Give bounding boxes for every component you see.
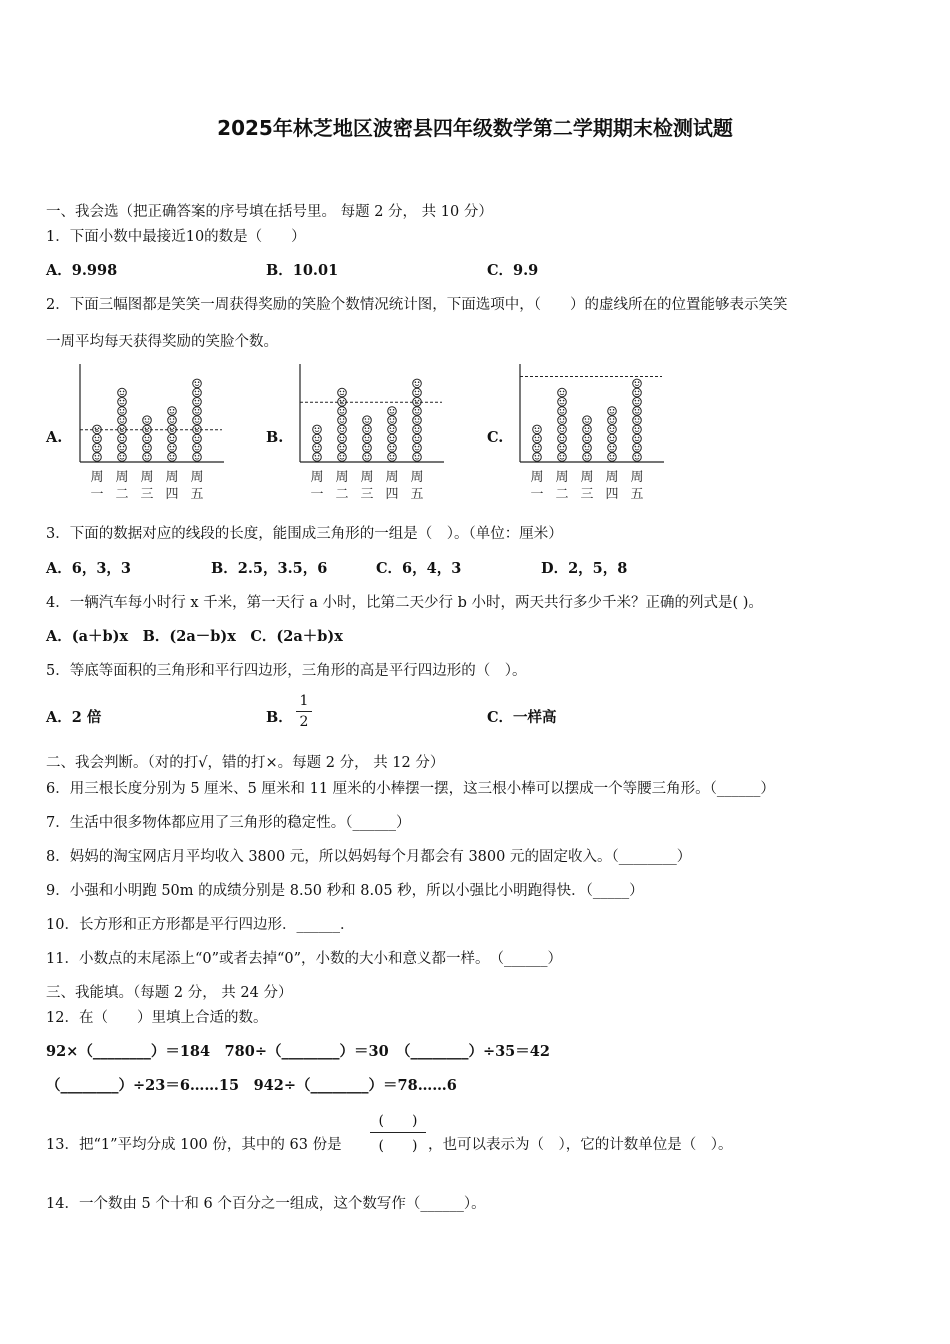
category-label: 周三 (140, 470, 154, 502)
smiley-icon (168, 453, 177, 462)
smiley-icon (338, 416, 347, 425)
smiley-icon (533, 425, 542, 434)
smiley-icon (558, 425, 567, 434)
smiley-icon (118, 388, 127, 397)
smiley-icon (388, 453, 397, 462)
smiley-icon (608, 453, 617, 462)
question-7: 7．生活中很多物体都应用了三角形的稳定性。（______） (46, 815, 411, 831)
category-label: 周五 (410, 470, 424, 502)
smiley-icon (143, 434, 152, 443)
question-10: 10．长方形和正方形都是平行四边形．______． (46, 917, 355, 933)
category-label: 周二 (335, 470, 349, 502)
smiley-icon (363, 444, 372, 453)
smiley-icon (583, 444, 592, 453)
fraction-bar (296, 711, 312, 712)
category-label: 周二 (115, 470, 129, 502)
question-8: 8．妈妈的淘宝网店月平均收入 3800 元，所以妈妈每个月都会有 3800 元的固定收入。（________） (46, 849, 692, 865)
smiley-icon (93, 444, 102, 453)
bar-stack-周五 (633, 379, 642, 461)
smiley-icon (558, 388, 567, 397)
smiley-icon (413, 425, 422, 434)
smiley-icon (413, 444, 422, 453)
question-4-options: A．(a＋b)x B．(2a－b)x C．(2a＋b)x (46, 628, 343, 645)
smiley-icon (413, 407, 422, 416)
fraction-numerator: 1 (299, 693, 309, 709)
question-5-option-c: C．一样高 (487, 709, 557, 726)
question-12-row2: （________）÷23＝6……15 942÷（________）＝78……6 (46, 1077, 457, 1094)
question-3-stem: 3．下面的数据对应的线段的长度，能围成三角形的一组是（ ）。（单位：厘米） (46, 526, 563, 542)
category-label: 周五 (190, 470, 204, 502)
smiley-icon (633, 425, 642, 434)
question-3-option-b: B．2.5，3.5，6 (211, 560, 328, 577)
bar-stack-周五 (413, 379, 422, 461)
smiley-icon (338, 425, 347, 434)
smiley-icon (363, 453, 372, 462)
smiley-icon (583, 416, 592, 425)
smiley-icon (633, 444, 642, 453)
fraction-denominator: ( ) (378, 1138, 418, 1154)
smiley-icon (363, 416, 372, 425)
question-13-before: 13．把“1”平均分成 100 份，其中的 63 份是 (46, 1137, 342, 1153)
smiley-icon (338, 388, 347, 397)
smiley-icon (313, 453, 322, 462)
fraction-denominator: 2 (299, 714, 309, 730)
question-12-row1: 92×（________）＝184 780÷（________）＝30 （________）÷35＝42 (46, 1043, 550, 1060)
smiley-icon (363, 425, 372, 434)
category-label: 周三 (360, 470, 374, 502)
smiley-icon (118, 444, 127, 453)
bar-stack-周五 (193, 379, 202, 461)
question-13-fraction (370, 1110, 426, 1155)
smiley-icon (388, 407, 397, 416)
smiley-icon (388, 434, 397, 443)
bar-stack-周三 (583, 416, 592, 461)
smiley-icon (533, 434, 542, 443)
smiley-icon (313, 425, 322, 434)
bar-stack-周一 (93, 425, 102, 461)
question-4-stem: 4．一辆汽车每小时行 x 千米，第一天行 a 小时，比第二天少行 b 小时，两天共行多少千米？正确的列式是( )。 (46, 595, 763, 611)
smiley-icon (558, 453, 567, 462)
question-14: 14．一个数由 5 个十和 6 个百分之一组成，这个数写作（______）。 (46, 1196, 486, 1212)
question-2-stem-line1: 2．下面三幅图都是笑笑一周获得奖励的笑脸个数情况统计图，下面选项中，（ ）的虚线所在的位置能够表示笑笑 (46, 297, 788, 313)
question-5-option-b: B． (266, 709, 293, 726)
smiley-icon (533, 453, 542, 462)
smiley-icon (313, 434, 322, 443)
smiley-icon (118, 407, 127, 416)
smiley-icon (193, 434, 202, 443)
question-3-option-a: A．6，3，3 (46, 560, 132, 577)
question-1-stem: 1．下面小数中最接近10的数是（ ） (46, 229, 306, 245)
bar-stack-周四 (168, 407, 177, 462)
smiley-icon (193, 416, 202, 425)
question-1-option-b: B．10.01 (266, 262, 339, 279)
smiley-icon (193, 453, 202, 462)
question-12-stem: 12．在（ ）里填上合适的数。 (46, 1010, 268, 1026)
smiley-icon (558, 444, 567, 453)
smiley-icon (583, 453, 592, 462)
chart-c-label: C. (487, 429, 504, 446)
smiley-icon (558, 407, 567, 416)
smiley-icon (338, 444, 347, 453)
smiley-icon (388, 444, 397, 453)
category-label: 周二 (555, 470, 569, 502)
question-1-option-a: A．9.998 (46, 262, 118, 279)
smiley-icon (608, 425, 617, 434)
category-label: 周三 (580, 470, 594, 502)
smiley-icon (193, 444, 202, 453)
fraction-bar (370, 1132, 426, 1133)
smiley-icon (388, 425, 397, 434)
question-1-option-c: C．9.9 (487, 262, 539, 279)
smiley-icon (118, 453, 127, 462)
smiley-icon (413, 416, 422, 425)
chart-b-label: B. (266, 429, 284, 446)
smiley-icon (118, 416, 127, 425)
category-label: 周一 (530, 470, 544, 502)
smiley-icon (413, 434, 422, 443)
chart-a-svg (74, 362, 234, 504)
smiley-icon (118, 398, 127, 407)
page-title: 2025年林芝地区波密县四年级数学第二学期期末检测试题 (217, 116, 733, 140)
smiley-icon (608, 434, 617, 443)
smiley-icon (168, 444, 177, 453)
question-5-fraction (296, 693, 312, 730)
question-9: 9．小强和小明跑 50m 的成绩分别是 8.50 秒和 8.05 秒，所以小强比小明跑得快．（_____） (46, 883, 644, 899)
section-heading-2: 二、我会判断。（对的打√，错的打×。每题 2 分， 共 12 分） (46, 755, 445, 771)
section-heading-3: 三、我能填。（每题 2 分， 共 24 分） (46, 985, 293, 1001)
bar-stack-周二 (558, 388, 567, 461)
smiley-icon (533, 444, 542, 453)
smiley-icon (633, 434, 642, 443)
smiley-icon (633, 379, 642, 388)
chart-b (294, 362, 454, 504)
section-heading-1: 一、我会选（把正确答案的序号填在括号里。 每题 2 分， 共 10 分） (46, 204, 493, 220)
smiley-icon (168, 416, 177, 425)
smiley-icon (633, 388, 642, 397)
smiley-icon (633, 407, 642, 416)
category-label: 周五 (630, 470, 644, 502)
smiley-icon (558, 416, 567, 425)
smiley-icon (608, 444, 617, 453)
smiley-icon (168, 434, 177, 443)
question-11: 11．小数点的末尾添上“0”或者去掉“0”，小数的大小和意义都一样。 （______） (46, 951, 563, 967)
smiley-icon (143, 416, 152, 425)
question-5-stem: 5．等底等面积的三角形和平行四边形，三角形的高是平行四边形的（ ）。 (46, 663, 527, 679)
smiley-icon (93, 434, 102, 443)
smiley-icon (413, 453, 422, 462)
bar-stack-周三 (143, 416, 152, 461)
question-6: 6．用三根长度分别为 5 厘米、5 厘米和 11 厘米的小棒摆一摆，这三根小棒可以摆成一个等腰三角形。（______） (46, 781, 775, 797)
smiley-icon (193, 407, 202, 416)
bar-stack-周一 (533, 425, 542, 461)
chart-c (514, 362, 674, 504)
fraction-numerator: ( ) (378, 1113, 418, 1129)
smiley-icon (558, 434, 567, 443)
smiley-icon (338, 407, 347, 416)
question-5-option-a: A．2 倍 (46, 709, 102, 726)
category-label: 周一 (310, 470, 324, 502)
category-label: 周一 (90, 470, 104, 502)
question-13-after: ，也可以表示为（ ），它的计数单位是（ ）。 (428, 1137, 733, 1153)
category-label: 周四 (385, 470, 399, 502)
smiley-icon (338, 453, 347, 462)
smiley-icon (168, 407, 177, 416)
chart-b-svg (294, 362, 454, 504)
chart-a (74, 362, 234, 504)
smiley-icon (633, 398, 642, 407)
smiley-icon (143, 453, 152, 462)
smiley-icon (608, 416, 617, 425)
bar-stack-周一 (313, 425, 322, 461)
question-2-stem-line2: 一周平均每天获得奖励的笑脸个数。 (46, 334, 278, 350)
smiley-icon (193, 388, 202, 397)
smiley-icon (413, 388, 422, 397)
category-label: 周四 (605, 470, 619, 502)
smiley-icon (633, 453, 642, 462)
smiley-icon (558, 398, 567, 407)
smiley-icon (193, 379, 202, 388)
smiley-icon (583, 425, 592, 434)
chart-a-label: A. (46, 429, 63, 446)
smiley-icon (313, 444, 322, 453)
smiley-icon (143, 444, 152, 453)
smiley-icon (608, 407, 617, 416)
smiley-icon (413, 379, 422, 388)
category-label: 周四 (165, 470, 179, 502)
bar-stack-周四 (388, 407, 397, 462)
question-3-option-c: C．6，4，3 (376, 560, 462, 577)
bar-stack-周二 (338, 388, 347, 461)
smiley-icon (118, 434, 127, 443)
smiley-icon (363, 434, 372, 443)
smiley-icon (193, 398, 202, 407)
bar-stack-周三 (363, 416, 372, 461)
smiley-icon (633, 416, 642, 425)
smiley-icon (583, 434, 592, 443)
bar-stack-周二 (118, 388, 127, 461)
bar-stack-周四 (608, 407, 617, 462)
smiley-icon (338, 434, 347, 443)
question-3-option-d: D．2，5，8 (541, 560, 628, 577)
smiley-icon (93, 453, 102, 462)
smiley-icon (388, 416, 397, 425)
chart-c-svg (514, 362, 674, 504)
